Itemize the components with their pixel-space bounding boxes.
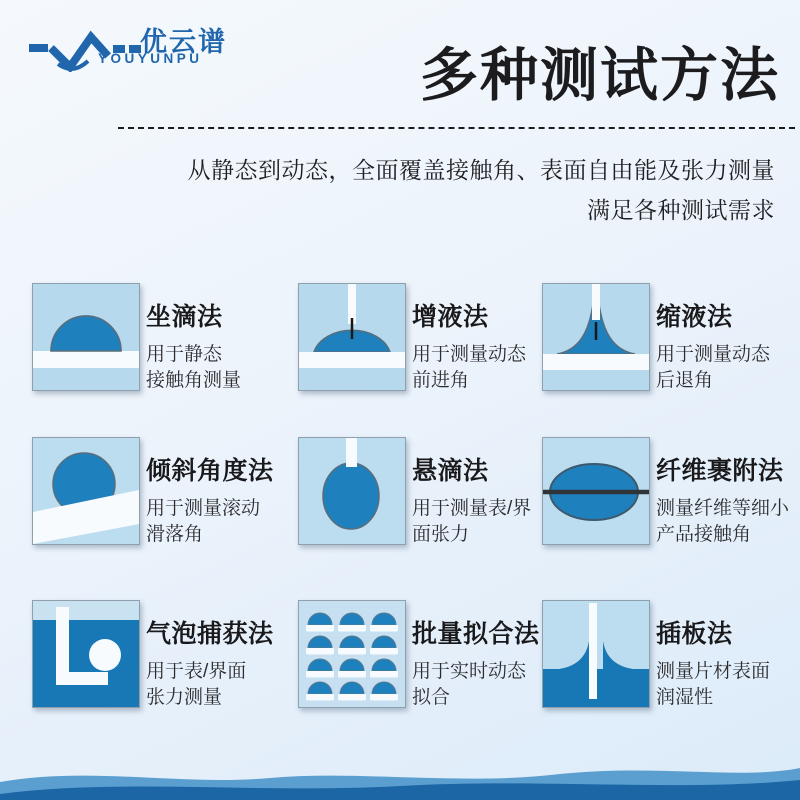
method-desc-line: 拟合 — [412, 687, 451, 708]
method-desc-line: 用于实时动态 — [412, 661, 527, 682]
method-tilt-angle — [32, 437, 284, 555]
tilt-angle-icon — [32, 437, 140, 545]
logo-name-en: YOUYUNPU — [98, 51, 203, 66]
method-receding-drop — [542, 283, 794, 401]
logo — [28, 22, 228, 70]
method-desc-line: 用于测量表/界 — [412, 498, 532, 519]
pendant-drop-icon — [298, 437, 406, 545]
method-title: 倾斜角度法 — [146, 457, 274, 485]
method-desc-line: 测量片材表面 — [656, 661, 771, 682]
method-fiber-wrap — [542, 437, 794, 555]
method-desc-line: 产品接触角 — [656, 524, 752, 545]
method-desc-line: 用于测量动态 — [412, 344, 527, 365]
page-title: 多种测试方法 — [419, 43, 780, 108]
subtitle-line2: 满足各种测试需求 — [587, 197, 775, 223]
method-desc-line: 滑落角 — [146, 524, 204, 545]
method-desc-line: 后退角 — [656, 370, 714, 391]
method-desc-line: 面张力 — [412, 524, 470, 545]
method-desc-line: 张力测量 — [146, 687, 223, 708]
method-advancing-drop — [298, 283, 550, 401]
method-title: 气泡捕获法 — [146, 620, 274, 648]
sessile-drop-icon — [32, 283, 140, 391]
method-desc-line: 用于表/界面 — [146, 661, 247, 682]
subtitle — [188, 150, 776, 230]
method-desc-line: 测量纤维等细小 — [656, 498, 790, 519]
method-sessile-drop — [32, 283, 284, 401]
method-pendant-drop — [298, 437, 550, 555]
method-title: 插板法 — [656, 620, 733, 648]
method-title: 批量拟合法 — [412, 620, 540, 648]
method-title: 坐滴法 — [146, 303, 223, 331]
method-title: 纤维裹附法 — [656, 457, 784, 485]
receding-drop-icon — [542, 283, 650, 391]
method-desc-line: 用于测量滚动 — [146, 498, 261, 519]
method-desc-line: 接触角测量 — [146, 370, 242, 391]
method-batch-fitting — [298, 600, 550, 718]
method-wilhelmy-plate — [542, 600, 794, 718]
dashed-divider — [118, 127, 795, 129]
method-desc-line: 用于测量动态 — [656, 344, 771, 365]
subtitle-line1: 从静态到动态，全面覆盖接触角、表面自由能及张力测量 — [187, 157, 775, 183]
batch-fitting-icon — [298, 600, 406, 708]
method-title: 悬滴法 — [412, 457, 489, 485]
method-title: 缩液法 — [656, 303, 733, 331]
method-captive-bubble — [32, 600, 284, 718]
method-desc-line: 前进角 — [412, 370, 470, 391]
footer-wave-decoration — [0, 758, 800, 800]
captive-bubble-icon — [32, 600, 140, 708]
logo-name-cn: 优云谱 — [140, 27, 227, 57]
fiber-wrap-icon — [542, 437, 650, 545]
method-desc-line: 润湿性 — [656, 687, 714, 708]
advancing-drop-icon — [298, 283, 406, 391]
method-title: 增液法 — [412, 303, 489, 331]
wilhelmy-plate-icon — [542, 600, 650, 708]
method-desc-line: 用于静态 — [146, 344, 223, 365]
